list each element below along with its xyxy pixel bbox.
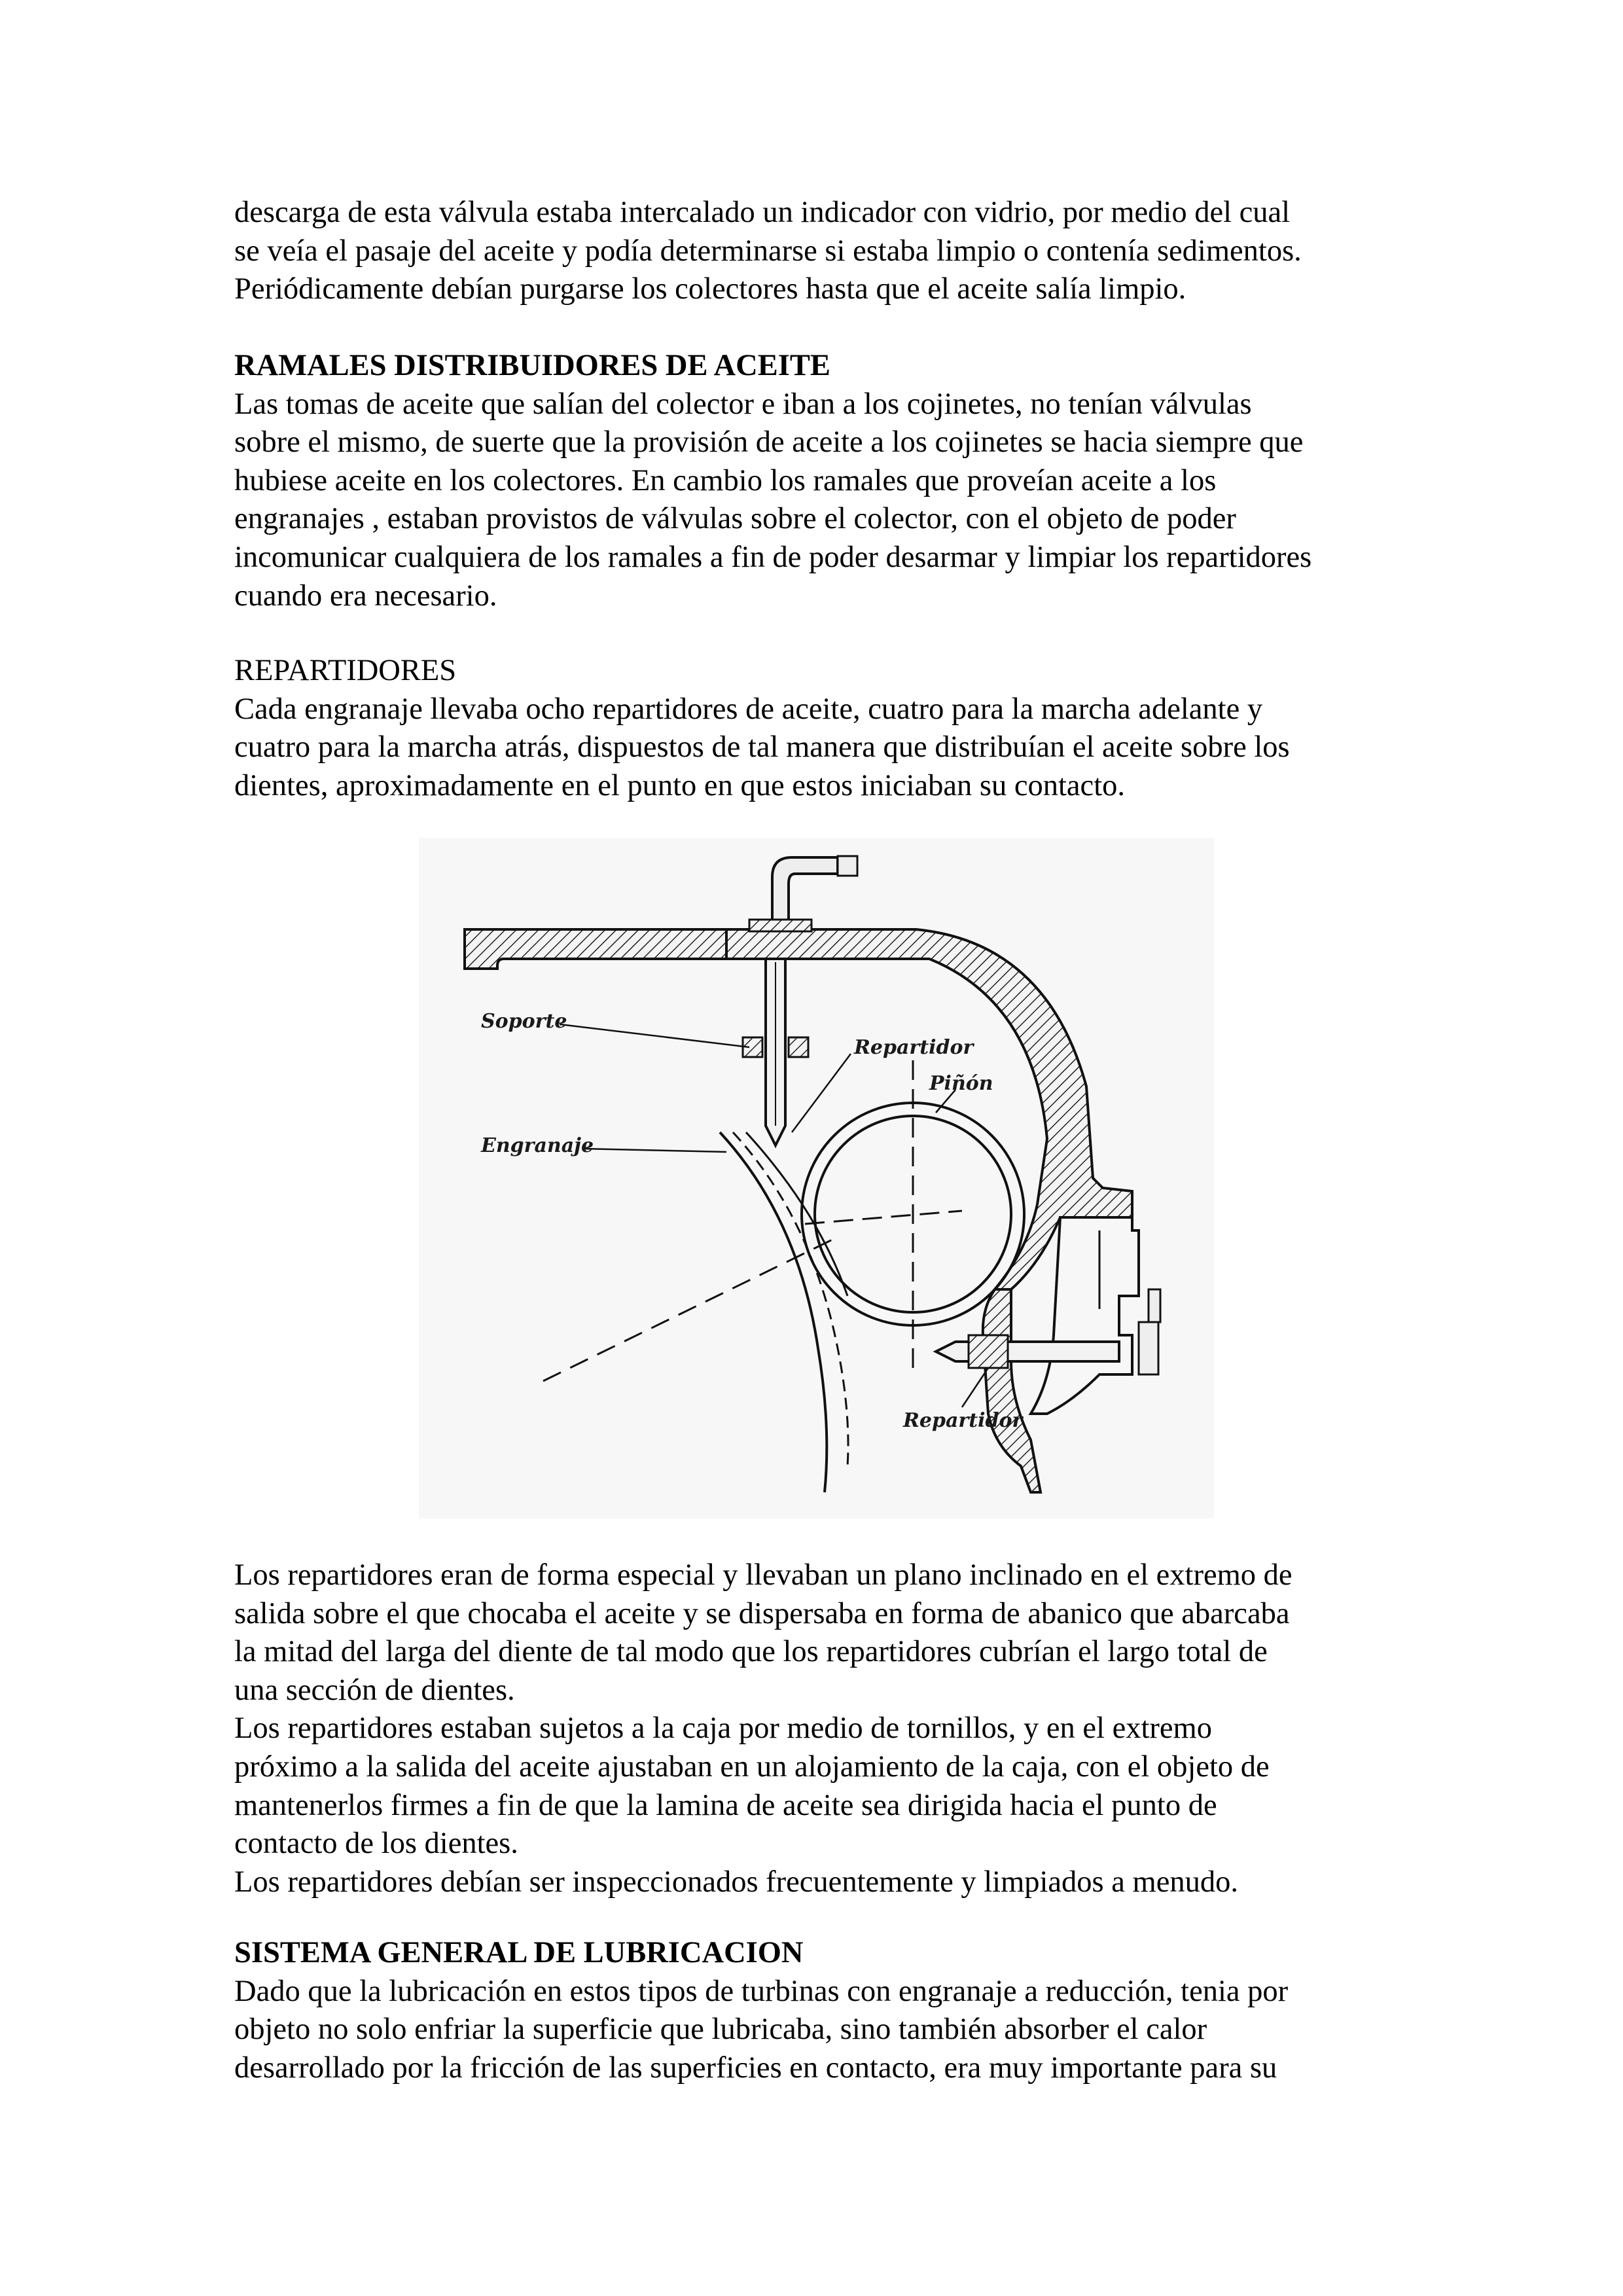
gear-oil-distributor-figure	[419, 838, 1214, 1518]
text-line: Dado que la lubricación en estos tipos de turbinas con engranaje a reducción, tenia por	[234, 1974, 1289, 2008]
label-repartidor-top: Repartidor	[854, 1036, 974, 1059]
text-line: desarrollado por la fricción de las superficies en contacto, era muy importante para su	[234, 2051, 1277, 2085]
text-line: mantenerlos firmes a fin de que la lamina de aceite sea dirigida hacia el punto de	[234, 1788, 1217, 1822]
text-line: Cada engranaje llevaba ocho repartidores de aceite, cuatro para la marcha adelante y	[234, 692, 1263, 726]
text-line: hubiese aceite en los colectores. En cambio los ramales que proveían aceite a los	[234, 463, 1217, 497]
lower-fitting-stem	[1149, 1289, 1160, 1322]
lower-distributor-tube	[936, 1342, 1119, 1361]
text-line: objeto no solo enfriar la superficie que lubricaba, sino también absorber el calor	[234, 2013, 1207, 2047]
text-line: incomunicar cualquiera de los ramales a fin de poder desarmar y limpiar los repartidores	[234, 540, 1312, 574]
label-pinon: Piñón	[929, 1072, 993, 1095]
section-repartidores	[234, 652, 1399, 805]
text-line: Los repartidores estaban sujetos a la caja por medio de tornillos, y en el extremo	[234, 1712, 1212, 1746]
section-sistema	[234, 1934, 1399, 2087]
text-line: Los repartidores eran de forma especial y llevaban un plano inclinado en el extremo de	[234, 1558, 1293, 1592]
section-ramales	[234, 347, 1399, 615]
text-line: cuatro para la marcha atrás, dispuestos de tal manera que distribuían el aceite sobre los	[234, 730, 1290, 764]
text-line: la mitad del larga del diente de tal modo que los repartidores cubrían el largo total de	[234, 1635, 1268, 1669]
pipe-flange	[749, 920, 812, 931]
lower-distributor-nut	[969, 1335, 1008, 1368]
text-line: Periódicamente debían purgarse los colectores hasta que el aceite salía limpio.	[234, 272, 1186, 306]
label-engranaje: Engranaje	[481, 1134, 594, 1157]
lower-fitting	[1139, 1322, 1158, 1374]
text-line: Las tomas de aceite que salían del colector e iban a los cojinetes, no tenían válvulas	[234, 387, 1252, 421]
text-line: Los repartidores debían ser inspeccionados frecuentemente y limpiados a menudo.	[234, 1865, 1238, 1899]
text-line: sobre el mismo, de suerte que la provisión de aceite a los cojinetes se hacia siempre que	[234, 425, 1304, 459]
text-line: cuando era necesario.	[234, 579, 497, 613]
text-line: salida sobre el que chocaba el aceite y se dispersaba en forma de abanico que abarcaba	[234, 1596, 1290, 1630]
text-line: descarga de esta válvula estaba intercalado un indicador con vidrio, por medio del cual	[234, 196, 1291, 229]
text-line: una sección de dientes.	[234, 1673, 515, 1707]
text-line: engranajes , estaban provistos de válvulas sobre el colector, con el objeto de poder	[234, 502, 1236, 536]
support-block-right	[789, 1037, 808, 1057]
label-soporte: Soporte	[481, 1010, 567, 1033]
paragraph-after-figure	[234, 1556, 1399, 1901]
text-line: próximo a la salida del aceite ajustaban en un alojamiento de la caja, con el objeto de	[234, 1749, 1270, 1784]
text-line: se veía el pasaje del aceite y podía determinarse si estaba limpio o contenía sedimentos.	[234, 234, 1302, 268]
label-repartidor-bottom: Repartidor	[903, 1409, 1023, 1432]
paragraph-intro	[234, 194, 1399, 309]
text-line: contacto de los dientes.	[234, 1827, 518, 1861]
section-heading: REPARTIDORES	[234, 654, 457, 687]
section-heading: RAMALES DISTRIBUIDORES DE ACEITE	[234, 349, 830, 382]
elbow-fitting	[838, 856, 857, 876]
section-heading: SISTEMA GENERAL DE LUBRICACION	[234, 1936, 804, 1969]
text-line: dientes, aproximadamente en el punto en que estos iniciaban su contacto.	[234, 768, 1125, 802]
technical-drawing	[419, 838, 1214, 1518]
